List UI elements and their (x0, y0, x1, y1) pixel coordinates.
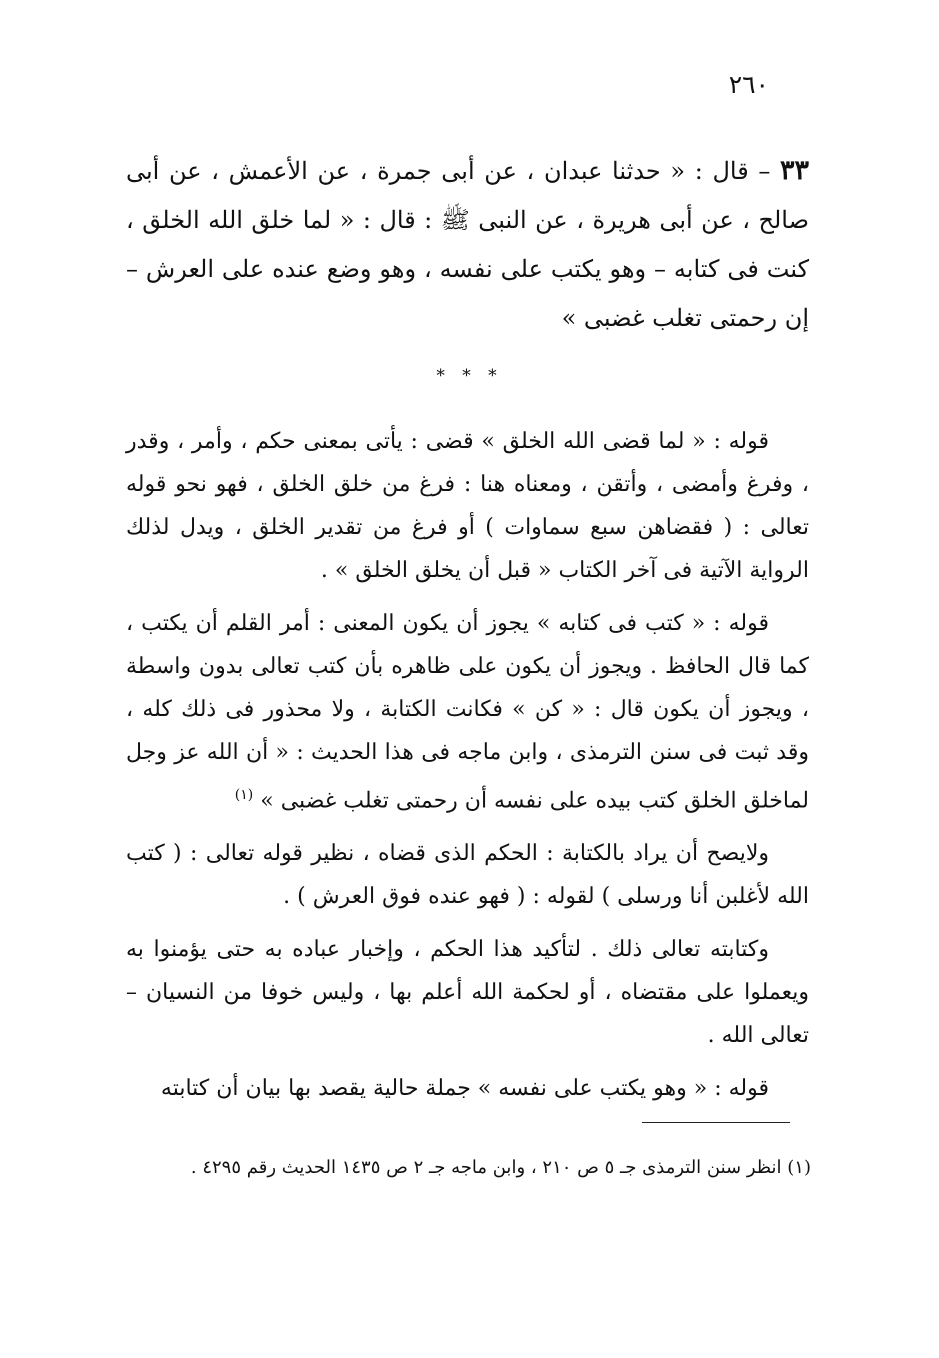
commentary-paragraph-2 (126, 602, 809, 822)
commentary-paragraph-1: قوله : « لما قضى الله الخلق » قضى : يأتى بمعنى حكم ، وأمر ، وقدر ، وفرغ وأمضى ، وأتقن ، ومعناه هنا : فرغ من خلق الخلق ، فهو نحو قوله تعالى : ( فقضاهن سبع سماوات ) أو فرغ من تقدير الخلق ، ويدل لذلك الرواية الآتية فى آخر الكتاب « قبل أن يخلق الخلق » . (126, 429, 809, 583)
commentary-paragraph-5: قوله : « وهو يكتب على نفسه » جملة حالية يقصد بها بيان أن كتابته (160, 1076, 769, 1102)
commentary-paragraph-4: وكتابته تعالى ذلك . لتأكيد هذا الحكم ، وإخبار عباده به حتى يؤمنوا به ويعملوا على مقتضاه ، أو لحكمة الله أعلم بها ، وليس خوفا من النسيان – تعالى الله . (126, 937, 809, 1049)
hadith-text: – قال : « حدثنا عبدان ، عن أبى جمرة ، عن الأعمش ، عن أبى صالح ، عن أبى هريرة ، عن النبى ﷺ : قال : « لما خلق الله الخلق ، كنت فى كتابه – وهو يكتب على نفسه ، وهو وضع عنده على العرش – إن رحمتى تغلب غضبى » (126, 157, 809, 332)
footnote-divider (642, 1122, 790, 1123)
section-separator: * * * (436, 366, 503, 386)
footnote-1: (١) انظر سنن الترمذى جـ ٥ ص ٢١٠ ، وابن ماجه جـ ٢ ص ١٤٣٥ الحديث رقم ٤٢٩٥ . (190, 1157, 811, 1178)
commentary-paragraph-3: ولايصح أن يراد بالكتابة : الحكم الذى قضاه ، نظير قوله تعالى : ( كتب الله لأغلبن أنا ورسلى ) لقوله : ( فهو عنده فوق العرش ) . (126, 841, 809, 910)
hadith-block (126, 146, 809, 343)
footnotes-block (126, 1148, 811, 1188)
page-number: ٢٦٠ (728, 70, 769, 99)
commentary-block (126, 420, 809, 1120)
footnote-reference: (١) (234, 787, 254, 803)
commentary-paragraph-2-text: قوله : « كتب فى كتابه » يجوز أن يكون المعنى : أمر القلم أن يكتب ، كما قال الحافظ . ويجوز أن يكون على ظاهره بأن كتب تعالى بدون واسطة ، ويجوز أن يكون قال : « كن » فكانت الكتابة ، ولا محذور فى ذلك كله ، وقد ثبت فى سنن الترمذى ، وابن ماجه فى هذا الحديث : « أن الله عز وجل لماخلق الخلق كتب بيده على نفسه أن رحمتى تغلب غضبى » (126, 611, 809, 814)
hadith-number: ٣٣ (779, 155, 809, 186)
